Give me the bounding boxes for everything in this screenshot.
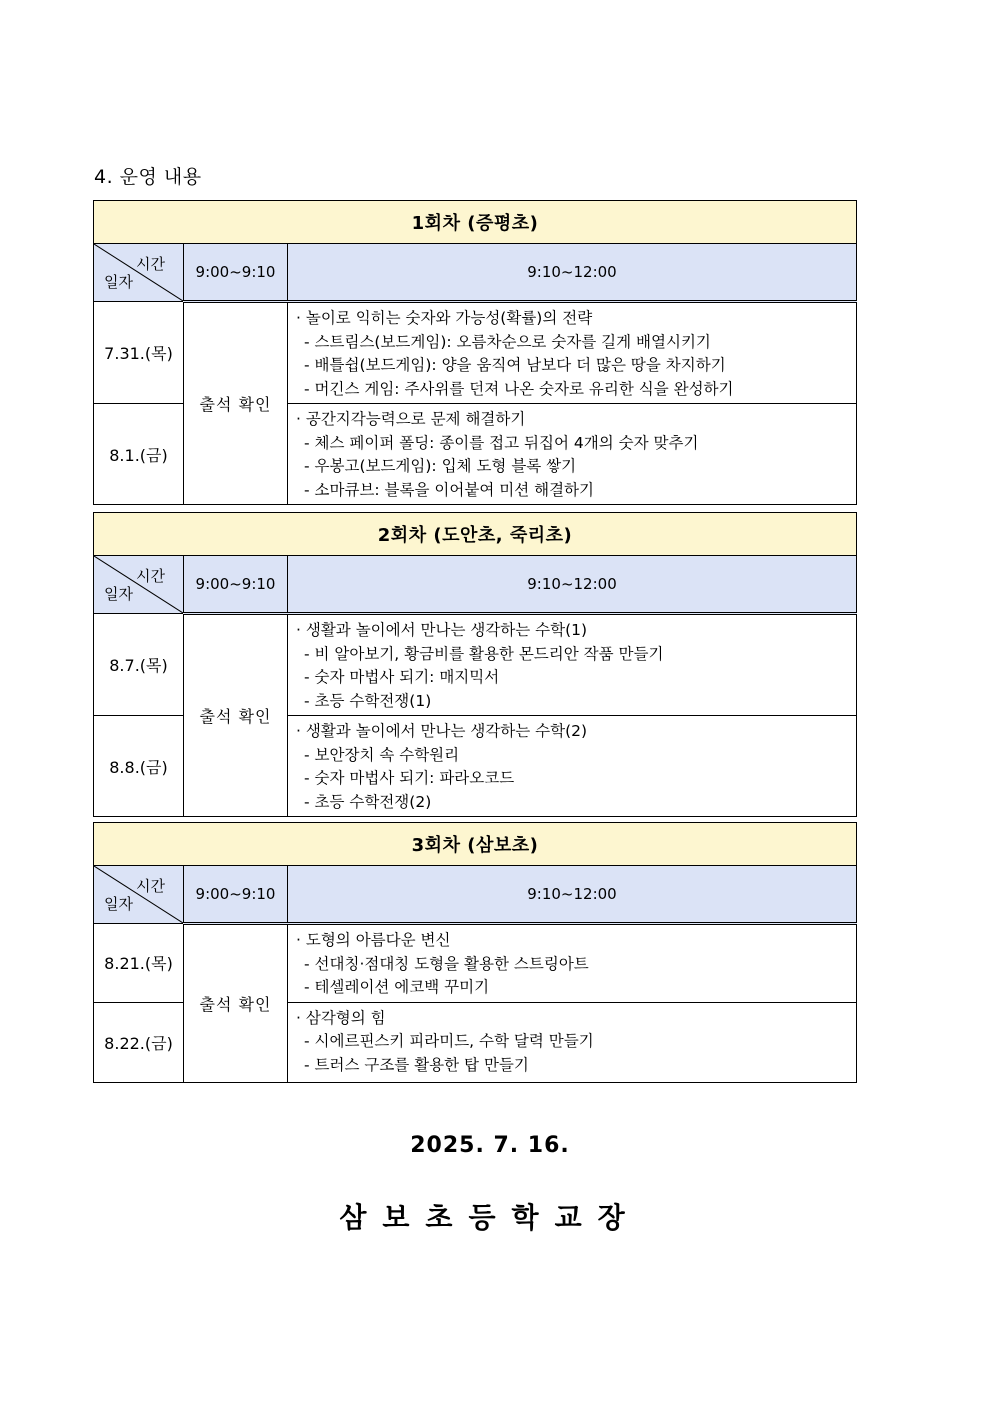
- time-slot-2-header: 9:10~12:00: [288, 866, 857, 924]
- activity-item: - 시에르핀스키 피라미드, 수학 달력 만들기: [304, 1032, 594, 1050]
- activity-item: - 비 알아보기, 황금비를 활용한 몬드리안 작품 만들기: [304, 644, 664, 663]
- time-slot-1-header: 9:00~9:10: [184, 556, 288, 614]
- activity-item: - 보안장치 속 수학원리: [304, 745, 460, 764]
- date-cell: 8.22.(금): [94, 1002, 184, 1082]
- activity-item: - 배틀쉽(보드게임): 양을 움직여 남보다 더 많은 땅을 차지하기: [304, 356, 726, 374]
- date-cell: 8.8.(금): [94, 716, 184, 817]
- activity-item: - 트러스 구조를 활용한 탑 만들기: [304, 1055, 529, 1074]
- time-slot-2-header: 9:10~12:00: [288, 244, 857, 302]
- section-heading: 4. 운영 내용: [94, 166, 202, 188]
- time-slot-1-header: 9:00~9:10: [184, 866, 288, 924]
- activity-item: - 머긴스 게임: 주사위를 던져 나온 숫자로 유리한 식을 완성하기: [304, 379, 734, 398]
- topic: · 삼각형의 힘: [296, 1008, 386, 1027]
- activity-item: - 체스 페이퍼 폴딩: 종이를 접고 뒤집어 4개의 숫자 맞추기: [304, 433, 699, 452]
- activity-item: - 초등 수학전쟁(1): [304, 691, 432, 710]
- session-table-3: [93, 822, 857, 1083]
- session-title: 3회차 (삼보초): [94, 823, 857, 866]
- date-label: 일자: [104, 273, 133, 291]
- time-label: 시간: [136, 255, 165, 273]
- activity-item: - 테셀레이션 에코백 꾸미기: [304, 978, 490, 996]
- activity-cell: [288, 404, 857, 505]
- attendance-cell: 출석 확인: [184, 614, 288, 817]
- time-label: 시간: [136, 567, 165, 585]
- attendance-cell: 출석 확인: [184, 924, 288, 1083]
- date-label: 일자: [104, 895, 133, 913]
- activity-cell: [288, 924, 857, 1003]
- issuer-signature: 삼보초등학교장: [339, 1201, 641, 1234]
- date-cell: 8.21.(목): [94, 924, 184, 1003]
- topic: · 생활과 놀이에서 만나는 생각하는 수학(2): [296, 722, 588, 740]
- activity-item: - 스트림스(보드게임): 오름차순으로 숫자를 길게 배열시키기: [304, 332, 711, 351]
- topic: · 생활과 놀이에서 만나는 생각하는 수학(1): [296, 621, 588, 639]
- activity-item: - 숫자 마법사 되기: 매지믹서: [304, 668, 500, 686]
- date-cell: 8.1.(금): [94, 404, 184, 505]
- date-label: 일자: [104, 585, 133, 603]
- date-cell: 8.7.(목): [94, 614, 184, 716]
- diagonal-header-cell: [94, 244, 184, 302]
- session-table-2: [93, 512, 857, 817]
- diagonal-header-cell: [94, 556, 184, 614]
- session-title: 2회차 (도안초, 죽리초): [94, 513, 857, 556]
- topic: · 도형의 아름다운 변신: [296, 931, 451, 949]
- activity-cell: [288, 614, 857, 716]
- activity-item: - 우봉고(보드게임): 입체 도형 블록 쌓기: [304, 457, 577, 475]
- date-cell: 7.31.(목): [94, 302, 184, 404]
- session-table-1: [93, 200, 857, 505]
- document-date: 2025. 7. 16.: [410, 1133, 570, 1158]
- activity-cell: [288, 716, 857, 817]
- activity-item: - 소마큐브: 블록을 이어붙여 미션 해결하기: [304, 480, 594, 499]
- activity-item: - 선대칭·점대칭 도형을 활용한 스트링아트: [304, 954, 589, 973]
- activity-cell: [288, 302, 857, 404]
- topic: · 놀이로 익히는 숫자와 가능성(확률)의 전략: [296, 309, 593, 327]
- time-label: 시간: [136, 877, 165, 895]
- attendance-cell: 출석 확인: [184, 302, 288, 505]
- activity-item: - 초등 수학전쟁(2): [304, 792, 432, 811]
- activity-cell: [288, 1002, 857, 1082]
- topic: · 공간지각능력으로 문제 해결하기: [296, 410, 526, 428]
- diagonal-header-cell: [94, 866, 184, 924]
- time-slot-2-header: 9:10~12:00: [288, 556, 857, 614]
- time-slot-1-header: 9:00~9:10: [184, 244, 288, 302]
- session-title: 1회차 (증평초): [94, 201, 857, 244]
- activity-item: - 숫자 마법사 되기: 파라오코드: [304, 769, 515, 787]
